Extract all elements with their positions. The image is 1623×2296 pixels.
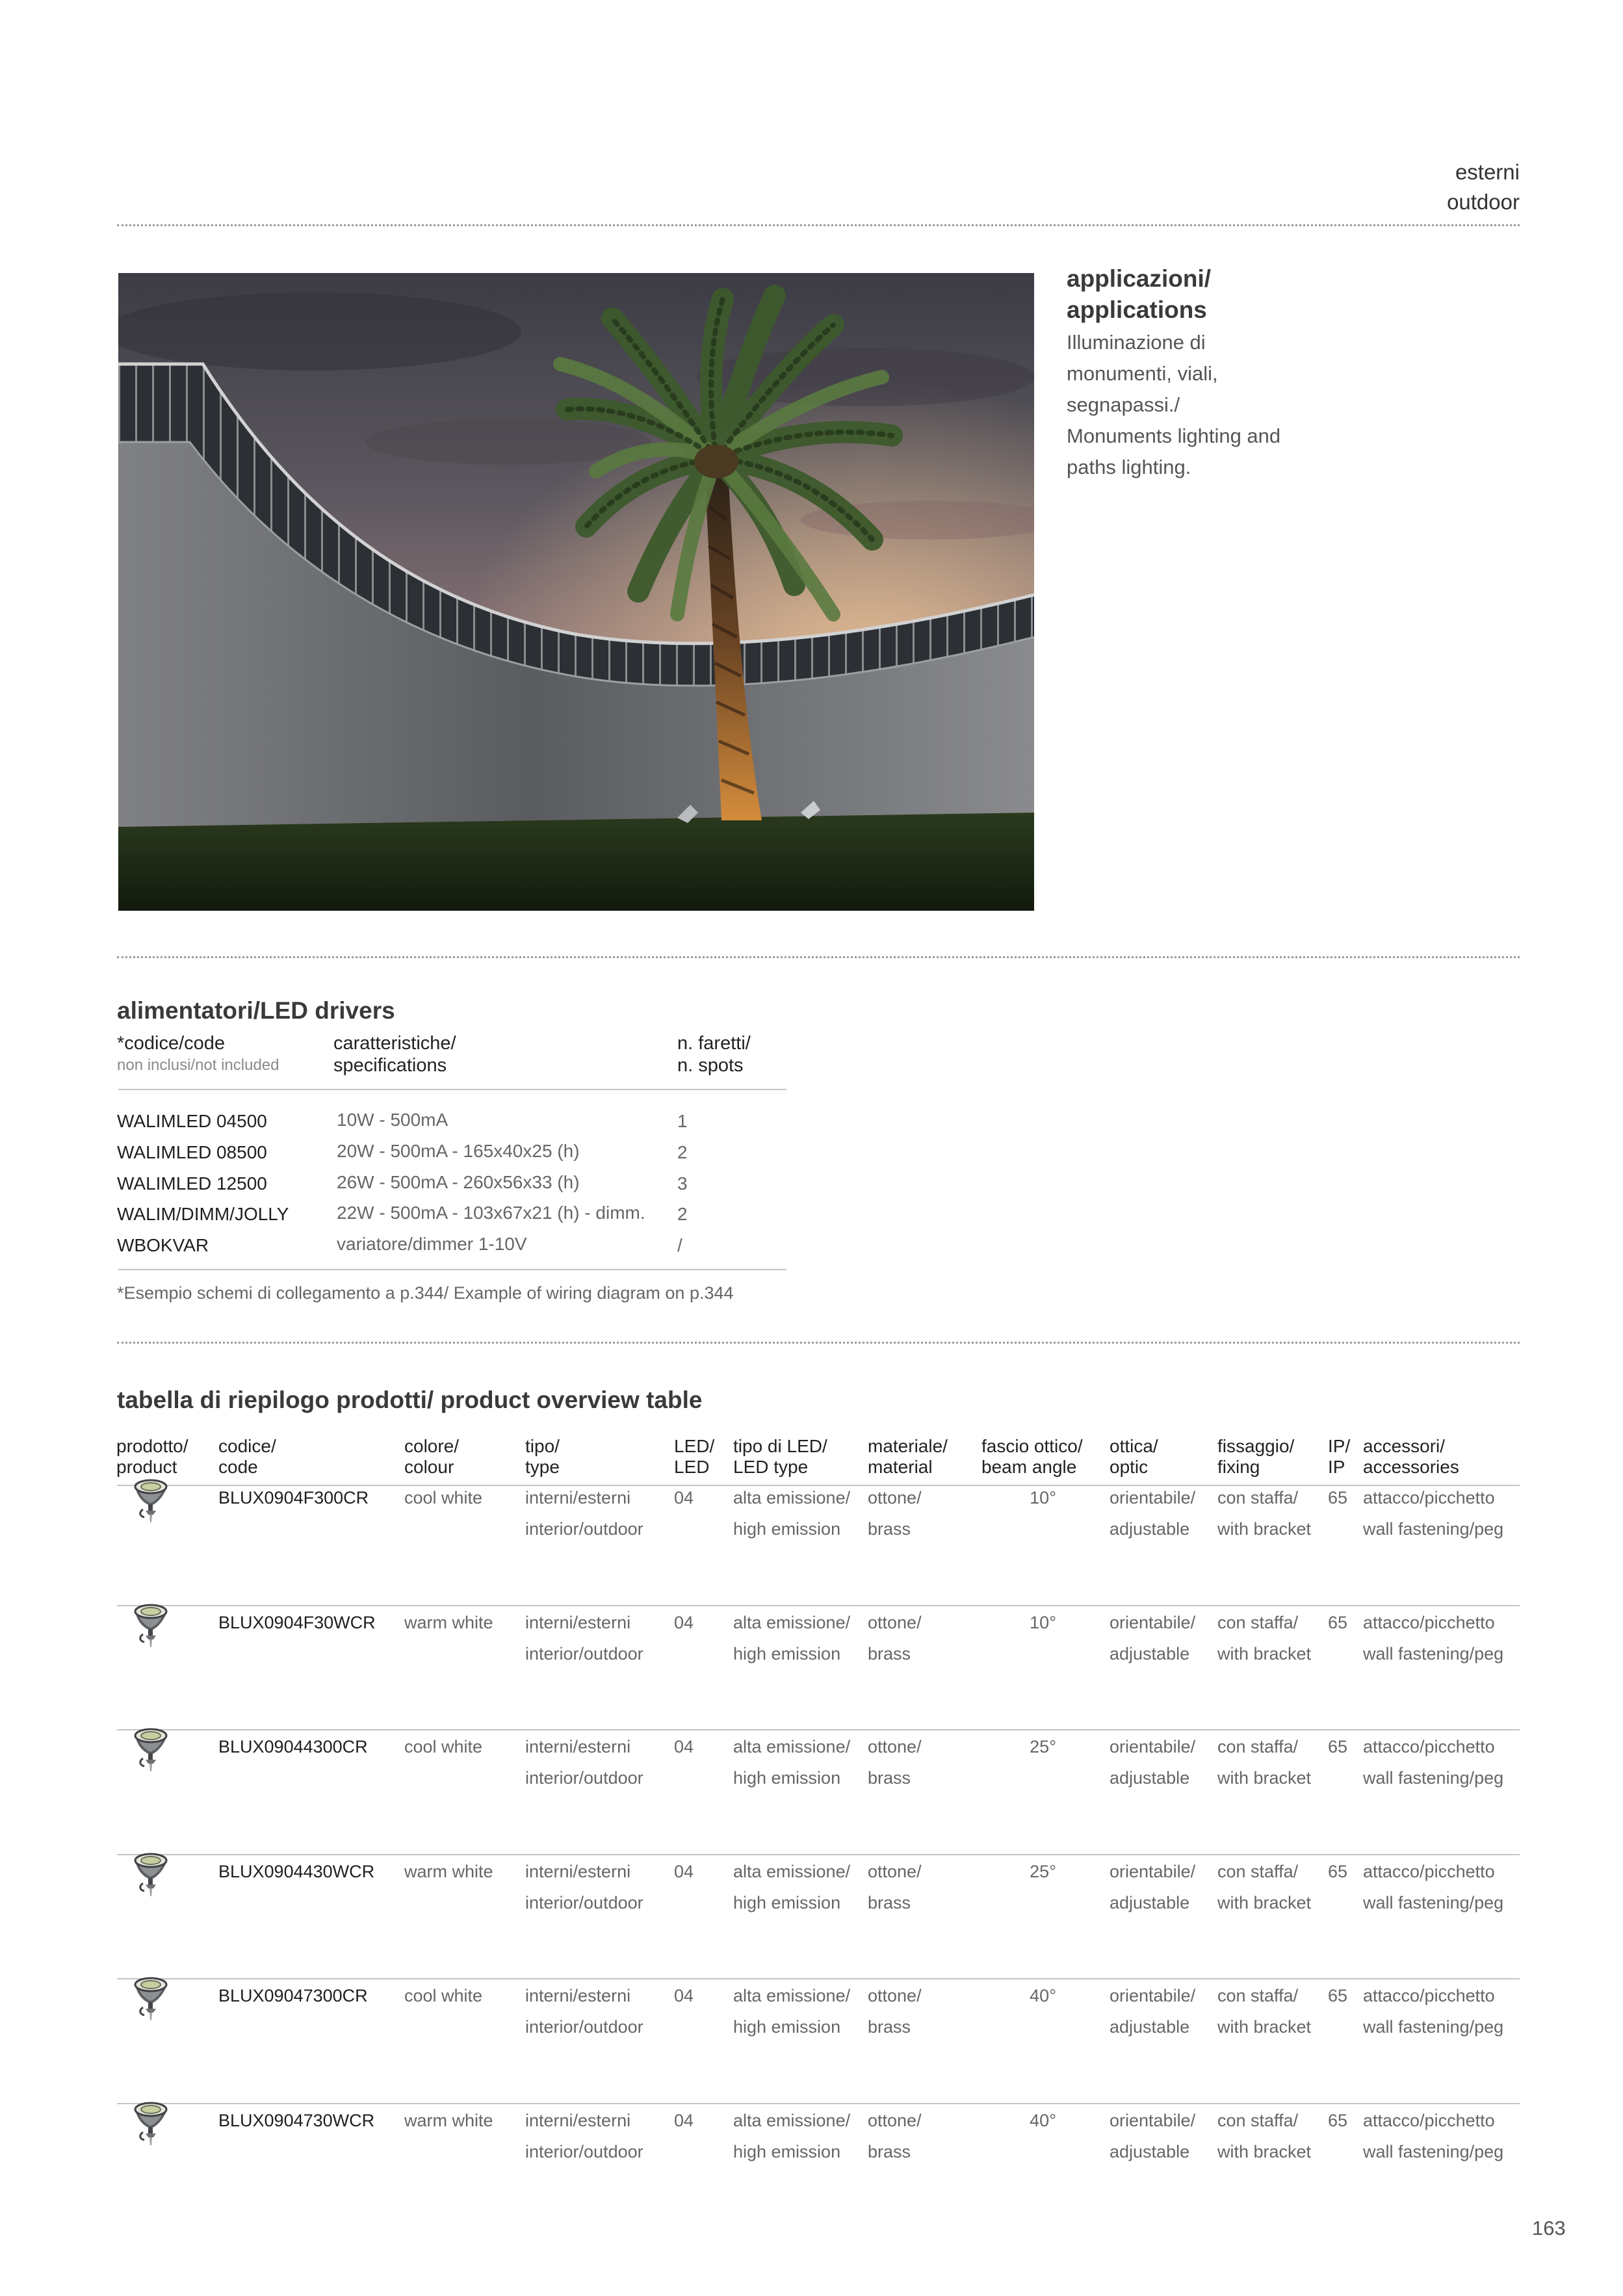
column-header: LED	[674, 1457, 710, 1477]
column-header: IP	[1328, 1457, 1345, 1477]
spotlight-icon	[130, 1726, 172, 1773]
product-accessories: attacco/picchetto	[1363, 1861, 1495, 1881]
applications-title-en: applications	[1067, 296, 1207, 323]
product-fixing: con staffa/	[1217, 2111, 1299, 2130]
product-material: ottone/	[868, 1488, 922, 1507]
column-header: accessori/	[1363, 1436, 1446, 1456]
product-material: brass	[868, 2142, 911, 2161]
product-beam-angle: 40°	[1030, 1986, 1056, 2006]
product-ip: 65	[1328, 1861, 1348, 1881]
product-beam-angle: 10°	[1030, 1612, 1056, 1632]
section-label-it: esterni	[1455, 160, 1520, 184]
product-led-type: high emission	[733, 1643, 841, 1663]
product-accessories: attacco/picchetto	[1363, 1986, 1495, 2006]
product-ip: 65	[1328, 1488, 1348, 1507]
page-number: 163	[1532, 2217, 1566, 2239]
driver-spec: variatore/dimmer 1-10V	[337, 1234, 527, 1255]
column-header: fixing	[1217, 1457, 1260, 1477]
row-divider	[117, 1978, 1520, 1979]
spotlight-icon	[130, 2100, 172, 2146]
applications-line: Monuments lighting and	[1067, 424, 1281, 447]
product-led-type: high emission	[733, 1768, 841, 1788]
product-fixing: with bracket	[1217, 2017, 1312, 2037]
drivers-bottom-rule	[118, 1269, 786, 1270]
product-type: interior/outdoor	[525, 2142, 643, 2161]
product-fixing: con staffa/	[1217, 1488, 1299, 1507]
column-header: product	[116, 1457, 177, 1477]
product-accessories: wall fastening/peg	[1363, 1768, 1504, 1788]
product-colour: warm white	[404, 1861, 493, 1881]
product-code: BLUX09047300CR	[218, 1986, 368, 2006]
product-type: interni/esterni	[525, 1986, 631, 2006]
driver-spots: 1	[677, 1111, 688, 1131]
row-divider	[117, 1854, 1520, 1855]
applications-line: monumenti, viali,	[1067, 362, 1218, 385]
product-accessories: wall fastening/peg	[1363, 1519, 1504, 1539]
spotlight-icon	[130, 1975, 172, 2022]
product-fixing: con staffa/	[1217, 1861, 1299, 1881]
column-header: ottica/	[1110, 1436, 1158, 1456]
product-led-type: high emission	[733, 2142, 841, 2161]
product-material: brass	[868, 1643, 911, 1663]
column-header: materiale/	[868, 1436, 948, 1456]
product-material: ottone/	[868, 2111, 922, 2130]
product-accessories: attacco/picchetto	[1363, 1737, 1495, 1757]
product-accessories: wall fastening/peg	[1363, 2142, 1504, 2161]
product-led-type: alta emissione/	[733, 1612, 851, 1632]
driver-spots: 2	[677, 1204, 688, 1225]
application-photo	[118, 273, 1034, 911]
product-code: BLUX0904430WCR	[218, 1861, 375, 1881]
product-accessories: wall fastening/peg	[1363, 1643, 1504, 1663]
product-type: interni/esterni	[525, 1861, 631, 1881]
drivers-footnote: *Esempio schemi di collegamento a p.344/ Example of wiring diagram on p.344	[117, 1283, 734, 1303]
product-led-count: 04	[674, 1986, 694, 2006]
spotlight-icon	[130, 1602, 172, 1649]
product-code: BLUX0904F30WCR	[218, 1612, 376, 1632]
product-optic: adjustable	[1110, 2142, 1190, 2161]
section-label-en: outdoor	[1447, 190, 1520, 214]
product-fixing: with bracket	[1217, 1768, 1312, 1788]
product-led-type: alta emissione/	[733, 1861, 851, 1881]
driver-spots: 3	[677, 1173, 688, 1194]
product-material: brass	[868, 2017, 911, 2037]
product-ip: 65	[1328, 1612, 1348, 1632]
product-led-type: high emission	[733, 1892, 841, 1912]
driver-spec: 22W - 500mA - 103x67x21 (h) - dimm.	[337, 1203, 645, 1223]
product-led-type: alta emissione/	[733, 1737, 851, 1757]
product-ip: 65	[1328, 1737, 1348, 1757]
applications-line: segnapassi./	[1067, 393, 1180, 416]
product-type: interni/esterni	[525, 1737, 631, 1757]
product-fixing: with bracket	[1217, 1519, 1312, 1539]
spotlight-icon	[130, 1851, 172, 1898]
drivers-header-rule	[118, 1089, 786, 1090]
product-optic: adjustable	[1110, 1643, 1190, 1663]
product-ip: 65	[1328, 2111, 1348, 2130]
product-led-count: 04	[674, 1612, 694, 1632]
column-header: tipo/	[525, 1436, 560, 1456]
product-fixing: with bracket	[1217, 1643, 1312, 1663]
column-header: fascio ottico/	[981, 1436, 1083, 1456]
product-led-count: 04	[674, 1861, 694, 1881]
product-led-count: 04	[674, 2111, 694, 2130]
product-led-count: 04	[674, 1488, 694, 1507]
column-header: type	[525, 1457, 560, 1477]
product-material: brass	[868, 1892, 911, 1912]
product-accessories: attacco/picchetto	[1363, 1488, 1495, 1507]
row-divider	[117, 1605, 1520, 1606]
product-fixing: con staffa/	[1217, 1986, 1299, 2006]
row-divider	[117, 2103, 1520, 2104]
column-header: codice/	[218, 1436, 276, 1456]
drivers-header-note: non inclusi/not included	[117, 1056, 279, 1074]
product-beam-angle: 25°	[1030, 1861, 1056, 1881]
column-header: tipo di LED/	[733, 1436, 827, 1456]
product-led-type: alta emissione/	[733, 1488, 851, 1507]
product-optic: orientabile/	[1110, 1861, 1196, 1881]
product-type: interni/esterni	[525, 1488, 631, 1507]
product-optic: orientabile/	[1110, 2111, 1196, 2130]
product-led-type: alta emissione/	[733, 1986, 851, 2006]
product-led-type: high emission	[733, 1519, 841, 1539]
drivers-header-spots-en: n. spots	[677, 1055, 744, 1076]
product-beam-angle: 25°	[1030, 1737, 1056, 1757]
product-colour: cool white	[404, 1986, 483, 2006]
product-material: ottone/	[868, 1737, 922, 1757]
product-code: BLUX0904F300CR	[218, 1488, 369, 1507]
product-fixing: with bracket	[1217, 1892, 1312, 1912]
drivers-header-code: *codice/code	[117, 1033, 226, 1054]
product-material: brass	[868, 1519, 911, 1539]
spotlight-icon	[130, 1477, 172, 1524]
product-beam-angle: 40°	[1030, 2111, 1056, 2130]
column-header: code	[218, 1457, 258, 1477]
product-material: ottone/	[868, 1986, 922, 2006]
product-material: brass	[868, 1768, 911, 1788]
product-type: interior/outdoor	[525, 2017, 643, 2037]
product-ip: 65	[1328, 1986, 1348, 2006]
product-type: interni/esterni	[525, 2111, 631, 2130]
row-divider	[117, 1729, 1520, 1730]
driver-spots: /	[677, 1235, 682, 1256]
product-optic: orientabile/	[1110, 1612, 1196, 1632]
product-colour: warm white	[404, 1612, 493, 1632]
product-optic: adjustable	[1110, 1892, 1190, 1912]
product-colour: cool white	[404, 1737, 483, 1757]
product-optic: orientabile/	[1110, 1488, 1196, 1507]
column-header: IP/	[1328, 1436, 1351, 1456]
column-header: material	[868, 1457, 933, 1477]
product-colour: cool white	[404, 1488, 483, 1507]
drivers-header-spec-it: caratteristiche/	[333, 1033, 456, 1054]
driver-code: WBOKVAR	[117, 1235, 209, 1256]
applications-line: Illuminazione di	[1067, 331, 1206, 354]
product-led-type: alta emissione/	[733, 2111, 851, 2130]
product-type: interior/outdoor	[525, 1892, 643, 1912]
dotted-divider	[117, 1342, 1520, 1344]
product-optic: adjustable	[1110, 1519, 1190, 1539]
drivers-title: alimentatori/LED drivers	[117, 997, 395, 1024]
product-material: ottone/	[868, 1861, 922, 1881]
product-accessories: wall fastening/peg	[1363, 2017, 1504, 2037]
product-optic: adjustable	[1110, 2017, 1190, 2037]
column-header: prodotto/	[116, 1436, 188, 1456]
product-type: interior/outdoor	[525, 1768, 643, 1788]
dotted-divider	[117, 956, 1520, 958]
product-fixing: with bracket	[1217, 2142, 1312, 2161]
driver-code: WALIMLED 08500	[117, 1141, 267, 1162]
dotted-divider	[117, 224, 1520, 226]
driver-spec: 10W - 500mA	[337, 1110, 448, 1130]
product-optic: adjustable	[1110, 1768, 1190, 1788]
product-material: ottone/	[868, 1612, 922, 1632]
product-optic: orientabile/	[1110, 1737, 1196, 1757]
column-header: LED type	[733, 1457, 809, 1477]
product-beam-angle: 10°	[1030, 1488, 1056, 1507]
product-type: interni/esterni	[525, 1612, 631, 1632]
applications-title-it: applicazioni/	[1067, 265, 1212, 292]
drivers-header-spec-en: specifications	[333, 1055, 447, 1076]
product-accessories: wall fastening/peg	[1363, 1892, 1504, 1912]
drivers-header-spots-it: n. faretti/	[677, 1033, 751, 1054]
product-type: interior/outdoor	[525, 1519, 643, 1539]
column-header: LED/	[674, 1436, 715, 1456]
product-type: interior/outdoor	[525, 1643, 643, 1663]
product-accessories: attacco/picchetto	[1363, 2111, 1495, 2130]
column-header: fissaggio/	[1217, 1436, 1295, 1456]
driver-spots: 2	[677, 1141, 688, 1162]
column-header: accessories	[1363, 1457, 1459, 1477]
column-header: colour	[404, 1457, 454, 1477]
driver-spec: 26W - 500mA - 260x56x33 (h)	[337, 1171, 580, 1192]
product-fixing: con staffa/	[1217, 1737, 1299, 1757]
photo-grass	[118, 813, 1034, 911]
driver-code: WALIMLED 12500	[117, 1173, 267, 1194]
driver-code: WALIM/DIMM/JOLLY	[117, 1204, 289, 1225]
product-code: BLUX0904730WCR	[218, 2111, 375, 2130]
product-optic: orientabile/	[1110, 1986, 1196, 2006]
column-header: optic	[1110, 1457, 1149, 1477]
product-accessories: attacco/picchetto	[1363, 1612, 1495, 1632]
product-led-type: high emission	[733, 2017, 841, 2037]
product-fixing: con staffa/	[1217, 1612, 1299, 1632]
applications-line: paths lighting.	[1067, 456, 1191, 478]
column-header: colore/	[404, 1436, 460, 1456]
product-colour: warm white	[404, 2111, 493, 2130]
overview-title: tabella di riepilogo prodotti/ product overview table	[117, 1387, 703, 1413]
product-code: BLUX09044300CR	[218, 1737, 368, 1757]
driver-code: WALIMLED 04500	[117, 1111, 267, 1131]
column-header: beam angle	[981, 1457, 1077, 1477]
product-led-count: 04	[674, 1737, 694, 1757]
driver-spec: 20W - 500mA - 165x40x25 (h)	[337, 1140, 580, 1161]
